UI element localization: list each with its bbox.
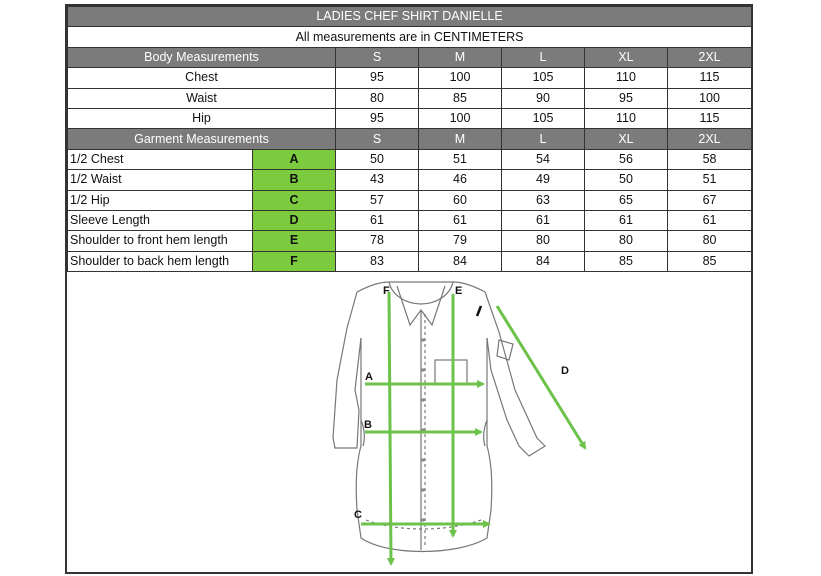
measurement-label: Shoulder to back hem length	[68, 251, 253, 271]
measurement-value: 83	[336, 251, 419, 271]
measurement-value: 63	[502, 190, 585, 210]
table-row	[68, 190, 752, 210]
shoulder-line	[357, 282, 485, 292]
measurement-label: 1/2 Waist	[68, 170, 253, 190]
measurement-label: Hip	[68, 108, 336, 128]
label-f: F	[383, 285, 390, 297]
size-header: M	[419, 47, 502, 67]
measurement-value: 100	[419, 68, 502, 88]
shirt-outline	[333, 282, 545, 552]
measurement-value: 46	[419, 170, 502, 190]
measurement-value: 65	[585, 190, 668, 210]
measurement-value: 95	[336, 68, 419, 88]
size-header: 2XL	[668, 129, 752, 149]
buttons	[421, 338, 424, 521]
measurement-value: 67	[668, 190, 752, 210]
measurement-value: 95	[336, 108, 419, 128]
measurement-value: 61	[502, 210, 585, 230]
shirt-diagram	[67, 270, 751, 572]
table-row	[68, 251, 752, 271]
measurement-value: 61	[336, 210, 419, 230]
measurement-value: 58	[668, 149, 752, 169]
left-sleeve	[333, 292, 361, 448]
measurement-value: 57	[336, 190, 419, 210]
table-row	[68, 88, 752, 108]
measurement-value: 85	[419, 88, 502, 108]
table-row	[68, 170, 752, 190]
measurement-value: 85	[585, 251, 668, 271]
chest-pocket	[435, 360, 467, 384]
table-row	[68, 231, 752, 251]
measurement-value: 105	[502, 68, 585, 88]
sleeve-pocket	[497, 340, 513, 360]
measurement-value: 84	[419, 251, 502, 271]
measurement-value: 61	[419, 210, 502, 230]
measurement-value: 49	[502, 170, 585, 190]
measurement-label: Sleeve Length	[68, 210, 253, 230]
measurement-value: 80	[502, 231, 585, 251]
subtitle-row	[68, 27, 752, 47]
size-header: XL	[585, 47, 668, 67]
arrow-f	[389, 292, 391, 564]
measurement-value: 51	[419, 149, 502, 169]
measurement-code: E	[253, 231, 336, 251]
right-sleeve	[485, 292, 545, 456]
measurement-value: 100	[668, 88, 752, 108]
measurement-label: Chest	[68, 68, 336, 88]
measurement-value: 80	[668, 231, 752, 251]
measurement-value: 54	[502, 149, 585, 169]
label-b: B	[364, 419, 372, 431]
chart-title: LADIES CHEF SHIRT DANIELLE	[68, 7, 752, 27]
size-table	[67, 6, 752, 272]
size-chart	[65, 4, 753, 574]
measurement-value: 105	[502, 108, 585, 128]
table-row	[68, 68, 752, 88]
measurement-value: 115	[668, 108, 752, 128]
garment-header-row	[68, 129, 752, 149]
body-heading: Body Measurements	[68, 47, 336, 67]
title-row	[68, 7, 752, 27]
measurement-value: 50	[336, 149, 419, 169]
measurement-code: A	[253, 149, 336, 169]
label-a: A	[365, 371, 373, 383]
size-header: L	[502, 129, 585, 149]
measurement-value: 110	[585, 108, 668, 128]
measurement-value: 60	[419, 190, 502, 210]
measurement-value: 80	[336, 88, 419, 108]
measurement-value: 90	[502, 88, 585, 108]
size-header: XL	[585, 129, 668, 149]
measurement-label: 1/2 Hip	[68, 190, 253, 210]
collar-back	[389, 282, 453, 304]
measurement-label: Waist	[68, 88, 336, 108]
measurement-code: C	[253, 190, 336, 210]
label-d: D	[561, 365, 569, 377]
measurement-value: 61	[668, 210, 752, 230]
measurement-value: 85	[668, 251, 752, 271]
label-c: C	[354, 509, 362, 521]
size-header: L	[502, 47, 585, 67]
measurement-value: 51	[668, 170, 752, 190]
table-row	[68, 210, 752, 230]
measurement-label: 1/2 Chest	[68, 149, 253, 169]
size-header: S	[336, 47, 419, 67]
measurement-value: 61	[585, 210, 668, 230]
measurement-value: 95	[585, 88, 668, 108]
measurement-value: 56	[585, 149, 668, 169]
label-e: E	[455, 285, 463, 297]
measurement-label: Shoulder to front hem length	[68, 231, 253, 251]
measurement-code: F	[253, 251, 336, 271]
measurement-value: 79	[419, 231, 502, 251]
measurement-value: 110	[585, 68, 668, 88]
measurement-value: 84	[502, 251, 585, 271]
size-header: 2XL	[668, 47, 752, 67]
measurement-value: 78	[336, 231, 419, 251]
size-header: M	[419, 129, 502, 149]
measurement-value: 50	[585, 170, 668, 190]
measurement-value: 43	[336, 170, 419, 190]
measurement-value: 115	[668, 68, 752, 88]
measurement-code: D	[253, 210, 336, 230]
size-header: S	[336, 129, 419, 149]
table-row	[68, 149, 752, 169]
measurement-value: 100	[419, 108, 502, 128]
body-header-row	[68, 47, 752, 67]
table-row	[68, 108, 752, 128]
measurement-value: 80	[585, 231, 668, 251]
measurement-code: B	[253, 170, 336, 190]
units-note: All measurements are in CENTIMETERS	[68, 27, 752, 47]
garment-heading: Garment Measurements	[68, 129, 336, 149]
